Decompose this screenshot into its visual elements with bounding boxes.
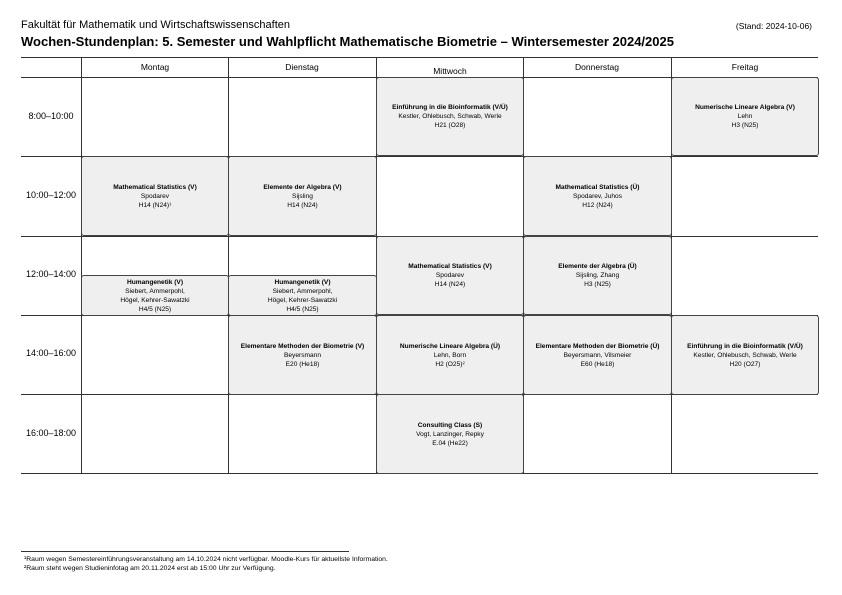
- course-title: Numerische Lineare Algebra (Ü): [399, 342, 501, 350]
- course-title: Numerische Lineare Algebra (V): [695, 104, 795, 111]
- course-lecturers: Spodarev: [140, 192, 170, 200]
- day-header-thursday: Donnerstag: [575, 62, 619, 72]
- course-room: H14 (N24)¹: [138, 201, 172, 209]
- grid-line: [81, 57, 82, 473]
- course-title: Elemente der Algebra (V): [263, 183, 342, 191]
- course-card[interactable]: [376, 77, 524, 156]
- course-card[interactable]: [228, 275, 377, 316]
- day-header-friday: Freitag: [731, 62, 759, 72]
- course-title: Mathematical Statistics (Ü): [555, 183, 640, 191]
- faculty-name: Fakultät für Mathematik und Wirtschaftswissenschaften: [21, 19, 290, 31]
- course-lecturers: Lehn, Born: [433, 351, 467, 359]
- course-lecturers: Kestler, Ohlebusch, Schwab, Werle: [693, 351, 797, 359]
- course-lecturers: Sijsling, Zhang: [575, 272, 620, 279]
- course-room: H2 (O25)²: [435, 360, 465, 368]
- footnote-divider: [21, 551, 349, 552]
- course-room: H14 (N24): [287, 201, 318, 209]
- course-room: E.04 (He22): [432, 439, 468, 447]
- grid-line: [21, 57, 818, 58]
- course-title: Elementare Methoden der Biometrie (V): [240, 342, 365, 350]
- course-lecturers: Vogt, Lanzinger, Repky: [416, 430, 484, 438]
- time-slot-label: 12:00–14:00: [25, 269, 77, 279]
- course-lecturers: Sijsling: [292, 192, 313, 200]
- time-slot-label: 16:00–18:00: [25, 428, 77, 438]
- course-card[interactable]: [523, 315, 672, 395]
- course-title: Mathematical Statistics (V): [408, 263, 492, 270]
- course-card[interactable]: [81, 275, 229, 316]
- course-card[interactable]: [523, 156, 672, 236]
- course-title: Einführung in die Bioinformatik (V/Ü): [392, 104, 508, 111]
- grid-line: [228, 57, 229, 473]
- course-room: H20 (O27): [729, 360, 761, 368]
- course-lecturers: Beyersmann, Vilsmeier: [563, 351, 632, 359]
- course-title: Humangenetik (V): [126, 278, 184, 286]
- footnote-2: ²Raum steht wegen Studieninfotag am 20.11.2024 erst ab 15:00 Uhr zur Verfügung.: [24, 565, 276, 572]
- course-lecturers: Spodarev, Juhos: [573, 192, 622, 200]
- stand-date: (Stand: 2024-10-06): [735, 21, 812, 31]
- day-header-wednesday: Mittwoch: [433, 66, 467, 76]
- course-lecturers: Kestler, Ohlebusch, Schwab, Werle: [398, 113, 502, 120]
- course-title: Mathematical Statistics (V): [113, 183, 197, 191]
- course-room: E20 (He18): [285, 360, 320, 368]
- course-lecturers: Siebert, Ammerpohl,: [272, 287, 333, 295]
- course-room: H3 (N25): [731, 122, 759, 129]
- time-slot-label: 10:00–12:00: [25, 190, 77, 200]
- course-room: H4/5 (N25): [138, 305, 172, 313]
- course-title: Consulting Class (S): [417, 421, 483, 429]
- course-room: H14 (N24): [434, 281, 466, 288]
- course-room: E60 (He18): [580, 360, 615, 368]
- time-slot-label: 8:00–10:00: [28, 111, 74, 121]
- course-room: H21 (O28): [434, 122, 466, 129]
- course-room: H3 (N25): [584, 281, 611, 288]
- course-card[interactable]: [523, 236, 672, 315]
- day-header-tuesday: Dienstag: [285, 62, 319, 72]
- course-card[interactable]: [671, 77, 819, 156]
- course-lecturers: Högel, Kehrer-Sawatzki: [120, 296, 190, 304]
- course-lecturers: Lehn: [737, 113, 753, 120]
- course-title: Elemente der Algebra (Ü): [558, 263, 637, 270]
- course-title: Humangenetik (V): [274, 278, 331, 286]
- course-room: H12 (N24): [582, 201, 613, 209]
- day-header-monday: Montag: [140, 62, 170, 72]
- course-card[interactable]: [376, 394, 524, 474]
- course-title: Einführung in die Bioinformatik (V/Ü): [687, 342, 803, 350]
- footnote-1: ¹Raum wegen Semestereinführungsveranstaltung am 14.10.2024 nicht verfügbar. Moodle-Kurs für aktuellste Information.: [24, 556, 388, 563]
- course-card[interactable]: [671, 315, 819, 395]
- course-card[interactable]: [228, 315, 377, 395]
- course-card[interactable]: [376, 236, 524, 315]
- course-card[interactable]: [376, 315, 524, 395]
- course-lecturers: Siebert, Ammerpohl,: [125, 287, 185, 295]
- course-card[interactable]: [81, 156, 229, 236]
- time-slot-label: 14:00–16:00: [25, 348, 77, 358]
- course-card[interactable]: [228, 156, 377, 236]
- course-lecturers: Beyersmann: [283, 351, 322, 359]
- timetable-grid: [21, 57, 818, 536]
- course-room: H4/5 (N25): [286, 305, 319, 313]
- course-lecturers: Högel, Kehrer-Sawatzki: [267, 296, 338, 304]
- course-title: Elementare Methoden der Biometrie (Ü): [535, 342, 660, 350]
- page-title: Wochen-Stundenplan: 5. Semester und Wahlpflicht Mathematische Biometrie – Wintersemester 2024/2025: [21, 34, 674, 49]
- course-lecturers: Spodarev: [435, 272, 465, 279]
